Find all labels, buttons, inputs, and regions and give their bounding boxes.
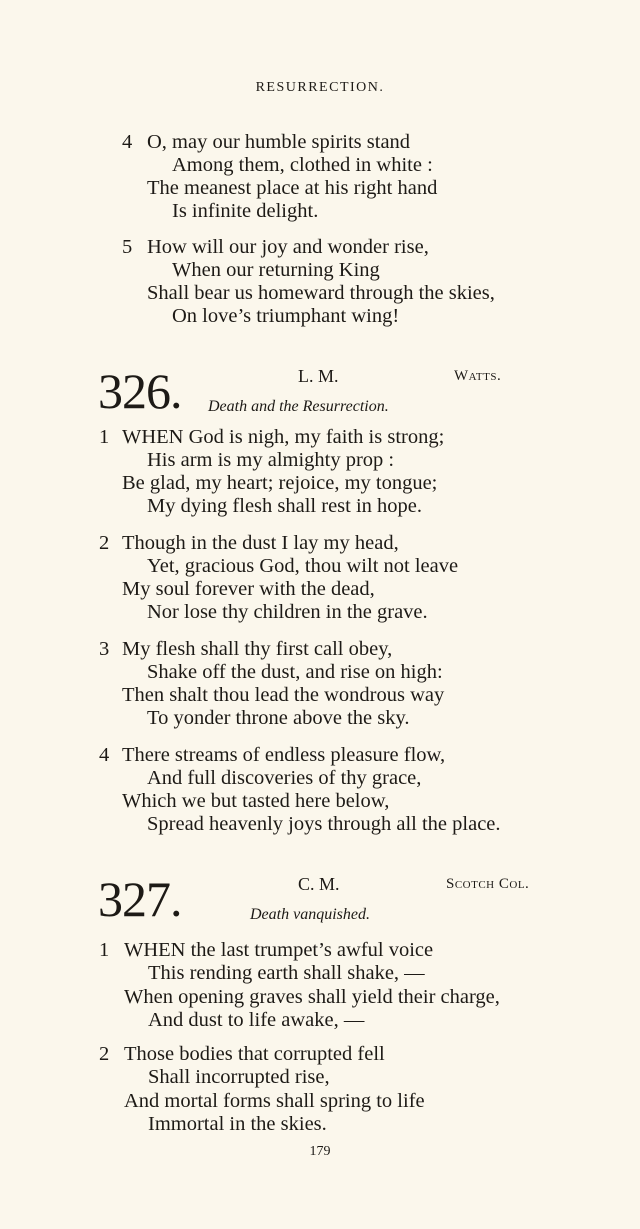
verse-line: And full discoveries of thy grace,	[147, 767, 422, 789]
stanza-number: 4	[99, 744, 110, 766]
verse-line: Though in the dust I lay my head,	[122, 532, 399, 554]
meter: L. M.	[298, 366, 339, 386]
verse-line: When opening graves shall yield their charge,	[124, 986, 500, 1008]
verse-line: Which we but tasted here below,	[122, 790, 390, 812]
verse-line: When our returning King	[172, 259, 380, 281]
stanza-number: 1	[99, 939, 110, 961]
verse-line: The meanest place at his right hand	[147, 177, 438, 199]
author: Scotch Col.	[446, 876, 530, 892]
verse-line: WHEN the last trumpet’s awful voice	[124, 939, 434, 961]
verse-line: Those bodies that corrupted fell	[124, 1043, 385, 1065]
verse-line: His arm is my almighty prop :	[147, 449, 395, 471]
running-head: RESURRECTION.	[255, 80, 385, 95]
verse-line: There streams of endless pleasure flow,	[122, 744, 446, 766]
stanza-number: 3	[99, 638, 110, 660]
verse-line: Shall bear us homeward through the skies,	[147, 282, 495, 304]
verse-line: And dust to life awake, —	[148, 1009, 365, 1031]
verse-line: Shall incorrupted rise,	[148, 1066, 330, 1088]
hymn-number: 327.	[98, 871, 182, 927]
verse-line: How will our joy and wonder rise,	[147, 236, 429, 258]
stanza-number: 5	[122, 236, 133, 258]
verse-line: Nor lose thy children in the grave.	[147, 601, 428, 623]
verse-line: Yet, gracious God, thou wilt not leave	[147, 555, 459, 577]
verse-line: My flesh shall thy first call obey,	[122, 638, 393, 660]
verse-line: Immortal in the skies.	[148, 1113, 327, 1135]
verse-line: Shake off the dust, and rise on high:	[147, 661, 443, 683]
verse-line: Spread heavenly joys through all the place.	[147, 813, 501, 835]
page-number: 179	[309, 1144, 331, 1159]
stanza-number: 1	[99, 426, 110, 448]
meter: C. M.	[298, 874, 340, 894]
hymn-number: 326.	[98, 363, 182, 419]
verse-line: This rending earth shall shake, —	[148, 962, 425, 984]
verse-line: My soul forever with the dead,	[122, 578, 375, 600]
verse-line: Among them, clothed in white :	[172, 154, 433, 176]
stanza-number: 4	[122, 131, 133, 153]
stanza-number: 2	[99, 532, 110, 554]
verse-line: Is infinite delight.	[172, 200, 319, 222]
verse-line: On love’s triumphant wing!	[172, 305, 400, 327]
verse-line: O, may our humble spirits stand	[147, 131, 411, 153]
hymn-subtitle: Death and the Resurrection.	[208, 398, 389, 415]
stanza-number: 2	[99, 1043, 110, 1065]
verse-line: Then shalt thou lead the wondrous way	[122, 684, 445, 706]
verse-line: And mortal forms shall spring to life	[124, 1090, 425, 1112]
verse-line: To yonder throne above the sky.	[147, 707, 410, 729]
verse-line: Be glad, my heart; rejoice, my tongue;	[122, 472, 438, 494]
hymn-subtitle: Death vanquished.	[250, 906, 370, 923]
author: Watts.	[454, 368, 502, 384]
verse-line: WHEN God is nigh, my faith is strong;	[122, 426, 445, 448]
verse-line: My dying flesh shall rest in hope.	[147, 495, 423, 517]
